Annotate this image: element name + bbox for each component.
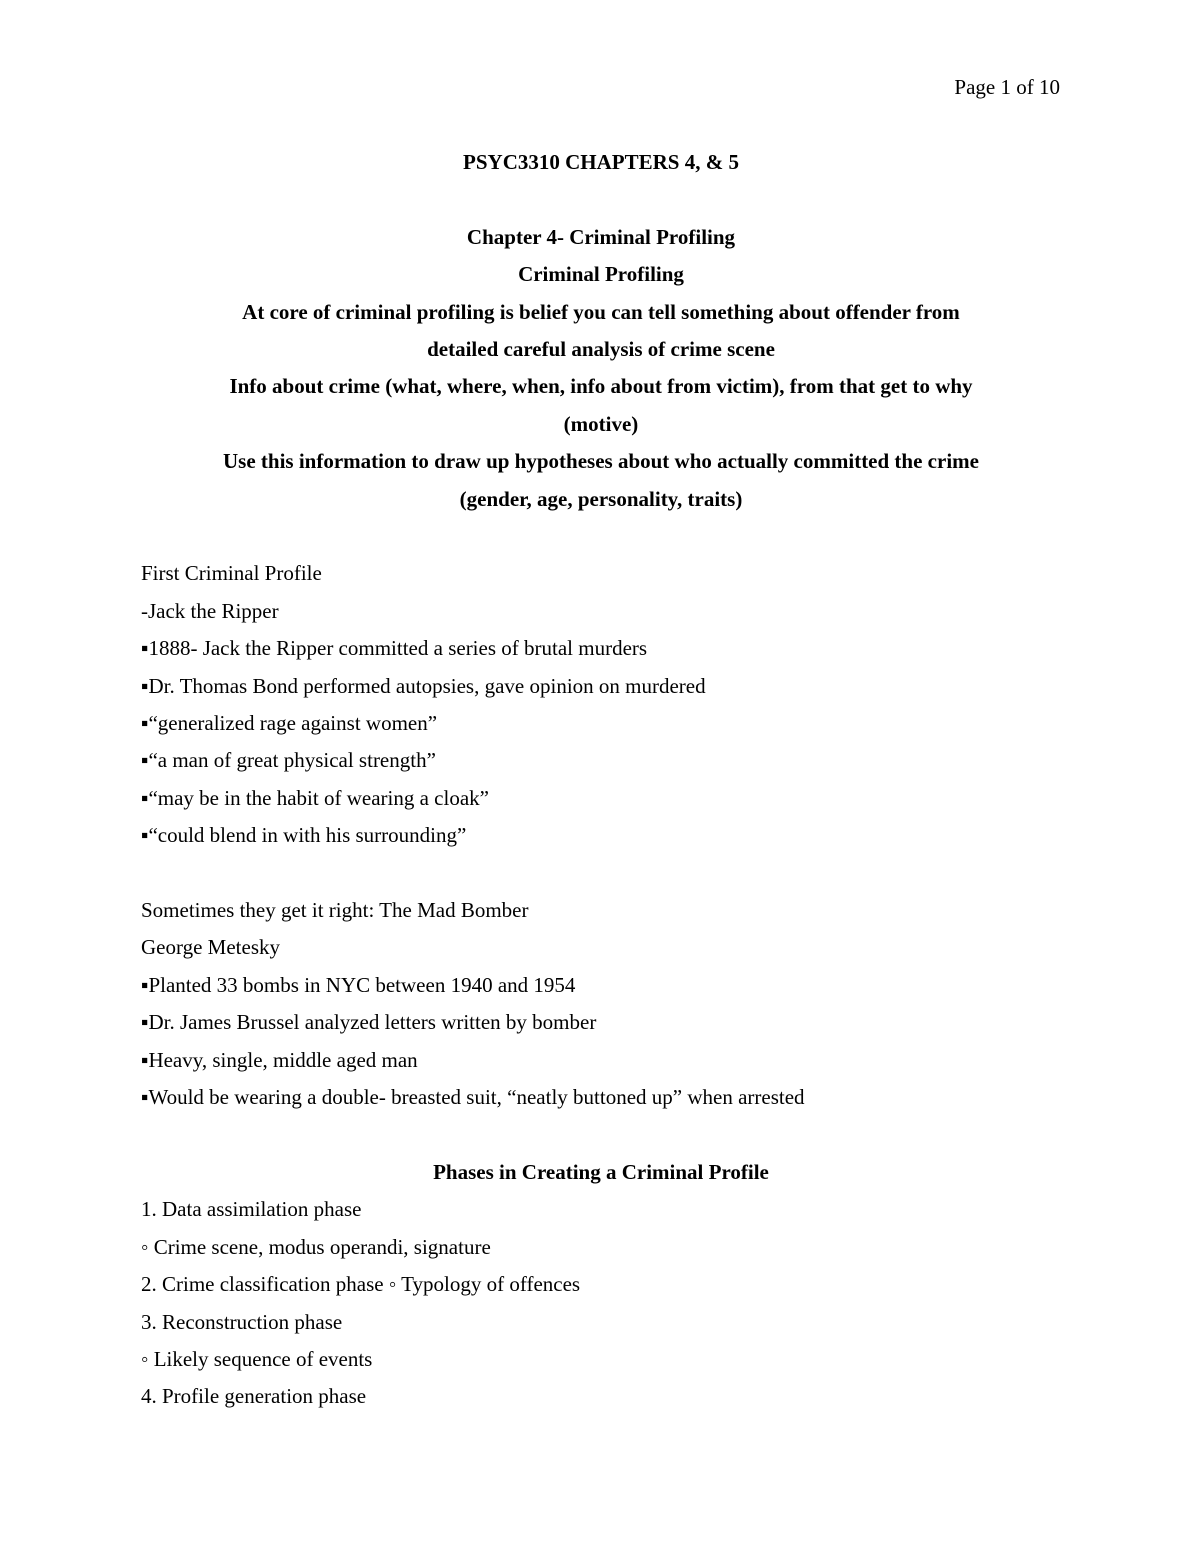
list-item: ▪Heavy, single, middle aged man [141, 1047, 418, 1072]
list-item: ▪“generalized rage against women” [141, 711, 438, 736]
list-item: ▪“could blend in with his surrounding” [141, 823, 467, 848]
list-item: ▪Planted 33 bombs in NYC between 1940 and 1954 [141, 972, 576, 997]
intro-line: detailed careful analysis of crime scene [427, 337, 775, 362]
list-item: ◦ Crime scene, modus operandi, signature [141, 1234, 491, 1259]
list-item: 2. Crime classification phase ◦ Typology of offences [141, 1272, 581, 1297]
page-number: Page 1 of 10 [954, 75, 1060, 99]
list-item: ▪Dr. Thomas Bond performed autopsies, gave opinion on murdered [141, 673, 706, 698]
list-item: 3. Reconstruction phase [141, 1309, 343, 1334]
list-item: ▪Would be wearing a double- breasted suit, “neatly buttoned up” when arrested [141, 1085, 805, 1110]
document-body [141, 144, 1061, 1416]
spacer [141, 1117, 1061, 1154]
list-item: ▪1888- Jack the Ripper committed a series of brutal murders [141, 636, 648, 661]
intro-line: (gender, age, personality, traits) [459, 486, 743, 511]
list-item: ◦ Likely sequence of events [141, 1346, 373, 1371]
first-profile-subject: -Jack the Ripper [141, 598, 279, 623]
intro-line: (motive) [563, 411, 639, 436]
list-item: ▪“may be in the habit of wearing a cloak” [141, 785, 489, 810]
spacer [141, 181, 1061, 218]
first-profile-heading: First Criminal Profile [141, 561, 322, 586]
list-item: 4. Profile generation phase [141, 1384, 367, 1409]
mad-bomber-subject: George Metesky [141, 935, 280, 960]
intro-line: Use this information to draw up hypotheses about who actually committed the crime [223, 449, 979, 474]
list-item: ▪Dr. James Brussel analyzed letters written by bomber [141, 1010, 597, 1035]
spacer [141, 518, 1061, 555]
document-title: PSYC3310 CHAPTERS 4, & 5 [463, 150, 739, 174]
list-item: ▪“a man of great physical strength” [141, 748, 436, 773]
mad-bomber-heading: Sometimes they get it right: The Mad Bomber [141, 898, 529, 923]
list-item: 1. Data assimilation phase [141, 1197, 362, 1222]
chapter-heading: Chapter 4- Criminal Profiling [466, 224, 736, 249]
intro-line: Info about crime (what, where, when, info about from victim), from that get to why [229, 374, 973, 399]
section-heading: Criminal Profiling [518, 262, 684, 287]
phases-heading: Phases in Creating a Criminal Profile [433, 1159, 769, 1184]
spacer [141, 855, 1061, 892]
intro-line: At core of criminal profiling is belief you can tell something about offender from [242, 299, 960, 324]
